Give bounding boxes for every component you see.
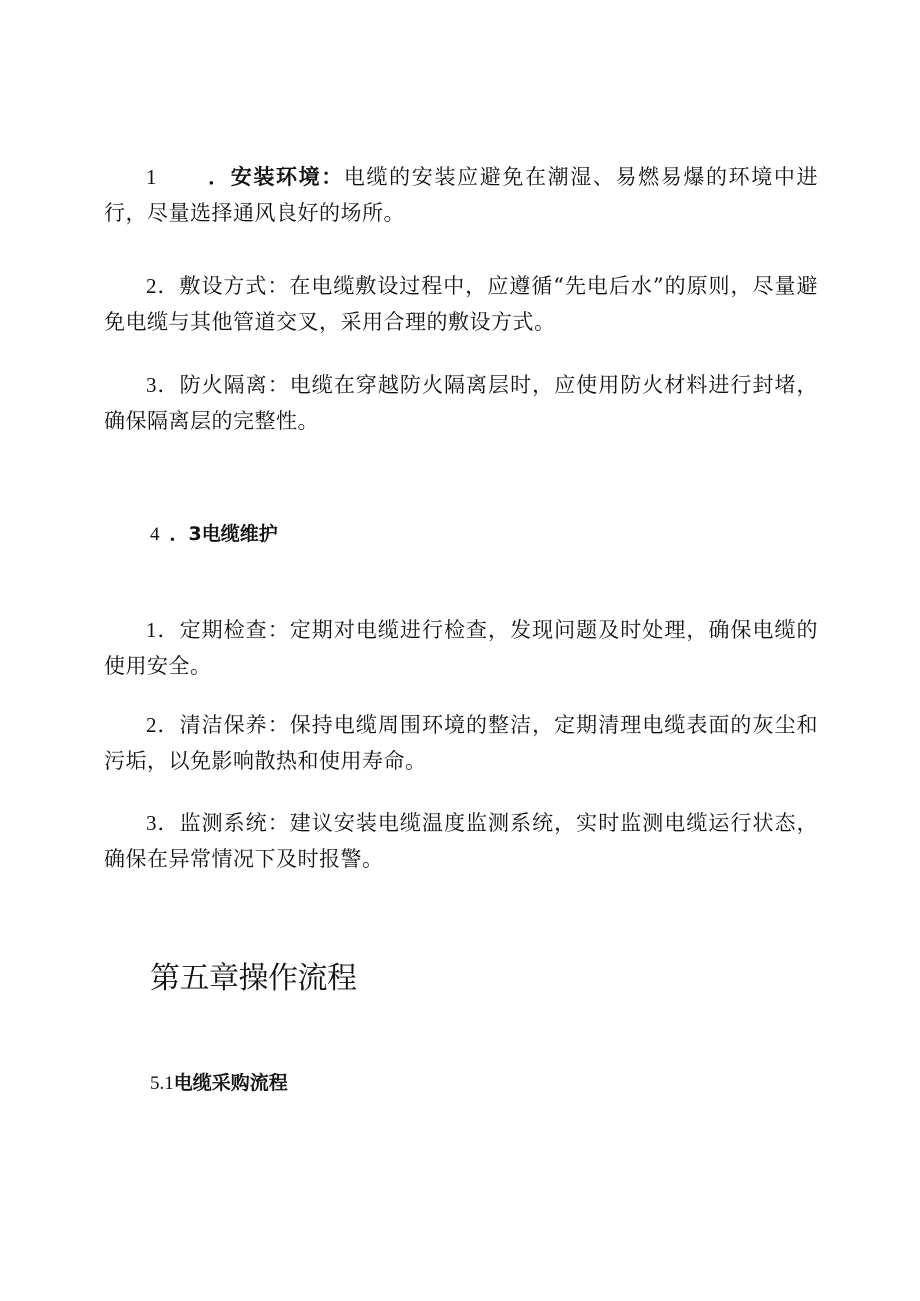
heading-number: 4: [150, 524, 160, 545]
section-heading-5-1: [150, 1069, 288, 1098]
section-heading-4-3: [150, 520, 278, 549]
item-label: 定期检查：: [179, 618, 290, 642]
chapter-title: 第五章操作流程: [150, 961, 357, 996]
install-item-1: [104, 159, 818, 231]
maintenance-item-1: [104, 612, 818, 684]
item-number: 2: [146, 274, 157, 298]
item-number: 3: [146, 811, 157, 835]
item-label: 防火隔离：: [179, 373, 290, 397]
item-text: 电缆在穿越防火隔离层时，应使用防火材料进行封堵，确保隔离层的完整性。: [104, 373, 819, 433]
item-separator: ．: [157, 618, 180, 642]
item-text: 在电缆敷设过程中，应遵循“先电后水”的原则，尽量避免电缆与其他管道交叉，采用合理的敷设方式。: [104, 274, 818, 334]
item-label: 清洁保养：: [179, 713, 290, 737]
item-label: 敷设方式：: [179, 274, 290, 298]
maintenance-item-3: [104, 805, 818, 877]
item-separator: ．: [157, 811, 180, 835]
item-number: 1: [146, 618, 157, 642]
item-text: 电缆的安装应避免在潮湿、易燃易爆的环境中进行，尽量选择通风良好的场所。: [104, 165, 819, 225]
item-label: 监测系统：: [179, 811, 290, 835]
item-text: 建议安装电缆温度监测系统，实时监测电缆运行状态，确保在异常情况下及时报警。: [104, 811, 819, 871]
item-number: 3: [146, 373, 157, 397]
item-separator: ．: [157, 373, 180, 397]
maintenance-item-2: [104, 707, 818, 779]
heading-number: 5.1: [150, 1073, 174, 1094]
heading-title: 电缆采购流程: [173, 1072, 288, 1094]
item-separator: ．: [207, 164, 231, 189]
item-separator: ．: [157, 274, 180, 298]
item-number: 2: [146, 713, 157, 737]
heading-separator: ．: [169, 523, 189, 545]
item-text: 保持电缆周围环境的整洁，定期清理电缆表面的灰尘和污垢，以免影响散热和使用寿命。: [104, 713, 819, 773]
item-text: 定期对电缆进行检查，发现问题及时处理，确保电缆的使用安全。: [104, 618, 819, 678]
install-item-2: [104, 268, 818, 340]
install-item-3: [104, 367, 818, 439]
heading-title: 3电缆维护: [188, 523, 278, 545]
item-number: 1: [146, 165, 157, 189]
item-label: 安装环境：: [230, 164, 344, 189]
item-separator: ．: [157, 713, 180, 737]
